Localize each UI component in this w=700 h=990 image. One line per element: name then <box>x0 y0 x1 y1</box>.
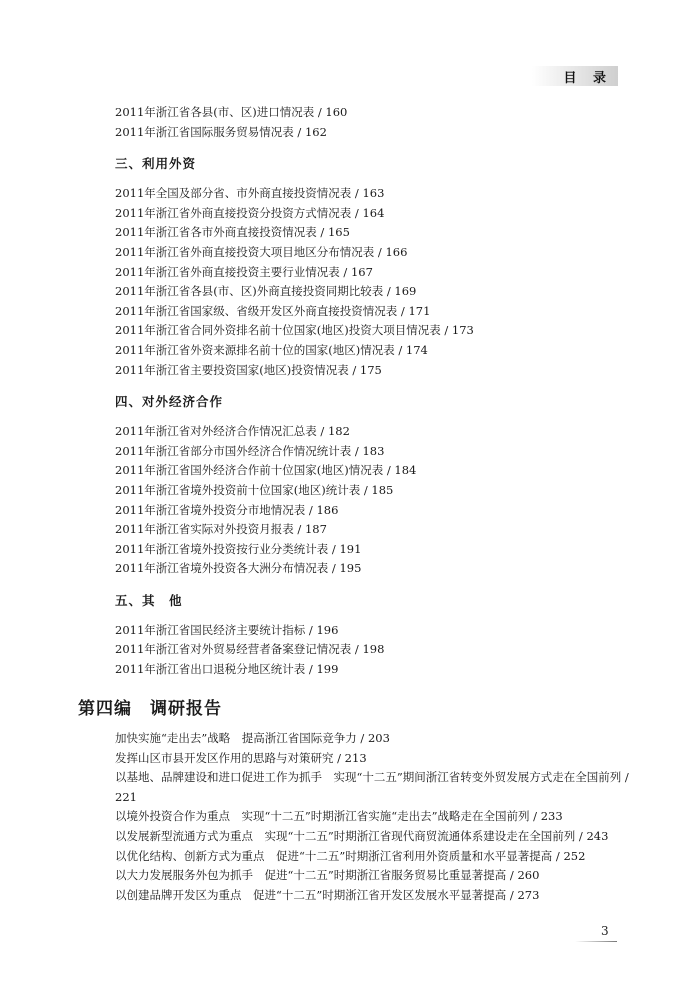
toc-entry: 以优化结构、创新方式为重点 促进“十二五”时期浙江省利用外资质量和水平显著提高 / 252 <box>115 848 586 863</box>
report-list <box>78 729 638 905</box>
toc-group-foreign-investment <box>115 154 635 380</box>
running-header <box>532 66 618 86</box>
toc-group-other <box>115 591 635 680</box>
toc-entry: 2011年浙江省国民经济主要统计指标 / 196 <box>115 622 339 637</box>
page-number: 3 <box>601 924 609 938</box>
part-heading: 第四编 调研报告 <box>78 699 222 719</box>
toc-entry: 以发展新型流通方式为重点 实现“十二五”时期浙江省现代商贸流通体系建设走在全国前列 / 243 <box>115 828 609 843</box>
toc-entry: 2011年浙江省对外贸易经营者备案登记情况表 / 198 <box>115 642 385 657</box>
toc-entry: 2011年浙江省部分市国外经济合作情况统计表 / 183 <box>115 443 385 458</box>
page-number-rule <box>575 941 617 942</box>
toc-entry: 以创建品牌开发区为重点 促进“十二五”时期浙江省开发区发展水平显著提高 / 273 <box>115 887 540 902</box>
toc-entry: 加快实施“走出去”战略 提高浙江省国际竞争力 / 203 <box>115 731 390 745</box>
toc-content <box>115 103 635 680</box>
toc-entry: 2011年浙江省境外投资按行业分类统计表 / 191 <box>115 541 362 556</box>
toc-entry: 2011年浙江省出口退税分地区统计表 / 199 <box>115 662 339 677</box>
header-title: 目 录 <box>563 70 612 86</box>
toc-group-continued <box>115 103 635 142</box>
toc-entry: 2011年浙江省外商直接投资分投资方式情况表 / 164 <box>115 205 385 220</box>
toc-entry: 2011年浙江省外商直接投资主要行业情况表 / 167 <box>115 264 373 279</box>
toc-part-research-reports <box>78 695 638 905</box>
toc-entry: 2011年浙江省境外投资前十位国家(地区)统计表 / 185 <box>115 482 394 497</box>
section-heading: 四、对外经济合作 <box>115 394 224 410</box>
toc-group-economic-cooperation <box>115 392 635 579</box>
toc-entry: 2011年浙江省国外经济合作前十位国家(地区)情况表 / 184 <box>115 463 417 478</box>
toc-entry: 2011年浙江省国际服务贸易情况表 / 162 <box>115 124 327 139</box>
toc-entry: 2011年浙江省外商直接投资大项目地区分布情况表 / 166 <box>115 244 408 259</box>
toc-entry: 以基地、品牌建设和进口促进工作为抓手 实现“十二五”期间浙江省转变外贸发展方式走在全国前列 / 221 <box>115 770 629 804</box>
section-heading: 三、利用外资 <box>115 156 197 172</box>
toc-entry: 2011年浙江省实际对外投资月报表 / 187 <box>115 522 327 537</box>
toc-entry: 2011年全国及部分省、市外商直接投资情况表 / 163 <box>115 186 385 201</box>
section-heading: 五、其 他 <box>115 592 183 608</box>
toc-entry: 2011年浙江省境外投资各大洲分布情况表 / 195 <box>115 561 362 576</box>
toc-entry: 2011年浙江省境外投资分市地情况表 / 186 <box>115 502 339 517</box>
toc-entry: 以境外投资合作为重点 实现“十二五”时期浙江省实施“走出去”战略走在全国前列 / 233 <box>115 809 563 824</box>
toc-entry: 2011年浙江省对外经济合作情况汇总表 / 182 <box>115 424 350 439</box>
toc-entry: 2011年浙江省合同外资排名前十位国家(地区)投资大项目情况表 / 173 <box>115 323 474 338</box>
toc-entry: 2011年浙江省各市外商直接投资情况表 / 165 <box>115 225 350 240</box>
toc-entry: 发挥山区市县开发区作用的思路与对策研究 / 213 <box>115 750 367 765</box>
toc-entry: 2011年浙江省各县(市、区)进口情况表 / 160 <box>115 105 348 119</box>
toc-entry: 2011年浙江省主要投资国家(地区)投资情况表 / 175 <box>115 362 382 377</box>
toc-entry: 2011年浙江省外资来源排名前十位的国家(地区)情况表 / 174 <box>115 342 428 357</box>
toc-entry: 2011年浙江省各县(市、区)外商直接投资同期比较表 / 169 <box>115 284 417 299</box>
toc-entry: 以大力发展服务外包为抓手 促进“十二五”时期浙江省服务贸易比重显著提高 / 260 <box>115 868 540 883</box>
toc-entry: 2011年浙江省国家级、省级开发区外商直接投资情况表 / 171 <box>115 303 431 318</box>
